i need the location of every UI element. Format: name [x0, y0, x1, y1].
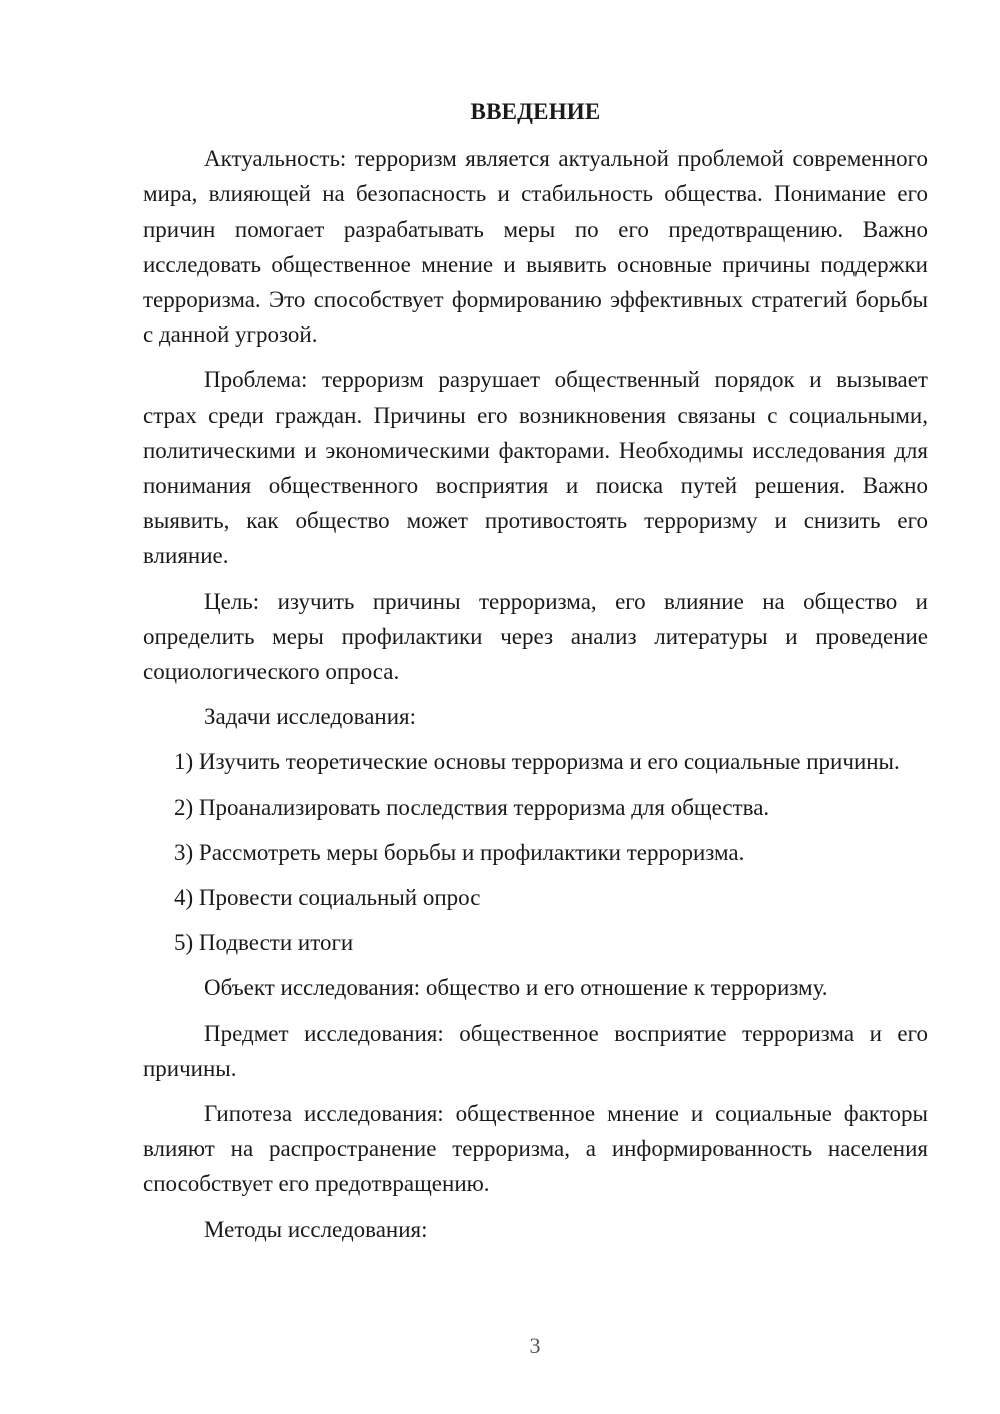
- paragraph-relevance: Актуальность: терроризм является актуальной проблемой современного мира, влияющей на безопасность и стабильность общества. Понимание его причин помогает разрабатывать меры по его предотвращению. Важно исследовать общественное мнение и выявить основные причины поддержки терроризма. Это способствует формированию эффективных стратегий борьбы с данной угрозой.: [143, 146, 928, 348]
- paragraph-methods: Методы исследования:: [204, 1216, 428, 1242]
- list-item: 3) Рассмотреть меры борьбы и профилактики терроризма.: [174, 839, 745, 865]
- list-item: 4) Провести социальный опрос: [174, 885, 481, 911]
- page-number: 3: [529, 1333, 541, 1358]
- paragraph-problem: Проблема: терроризм разрушает общественный порядок и вызывает страх среди граждан. Причины его возникновения связаны с социальными, политическими и экономическими факторами. Необходимы исследования для понимания общественного восприятия и поиска путей решения. Важно выявить, как общество может противостоять терроризму и снизить его влияние.: [143, 367, 928, 569]
- paragraph-object: Объект исследования: общество и его отношение к терроризму.: [204, 975, 828, 1001]
- paragraph-goal: Цель: изучить причины терроризма, его влияние на общество и определить меры профилактики через анализ литературы и проведение социологического опроса.: [143, 588, 928, 685]
- list-item: 5) Подвести итоги: [174, 930, 354, 956]
- page-content: [143, 94, 928, 1257]
- list-item: 1) Изучить теоретические основы терроризма и его социальные причины.: [174, 749, 900, 775]
- section-title: ВВЕДЕНИЕ: [470, 99, 601, 124]
- paragraph-hypothesis: Гипотеза исследования: общественное мнение и социальные факторы влияют на распространение терроризма, а информированность населения способствует его предотвращению.: [143, 1101, 928, 1197]
- paragraph-subject: Предмет исследования: общественное восприятие терроризма и его причины.: [143, 1020, 928, 1081]
- tasks-heading: Задачи исследования:: [204, 704, 417, 730]
- list-item: 2) Проанализировать последствия терроризма для общества.: [174, 794, 770, 820]
